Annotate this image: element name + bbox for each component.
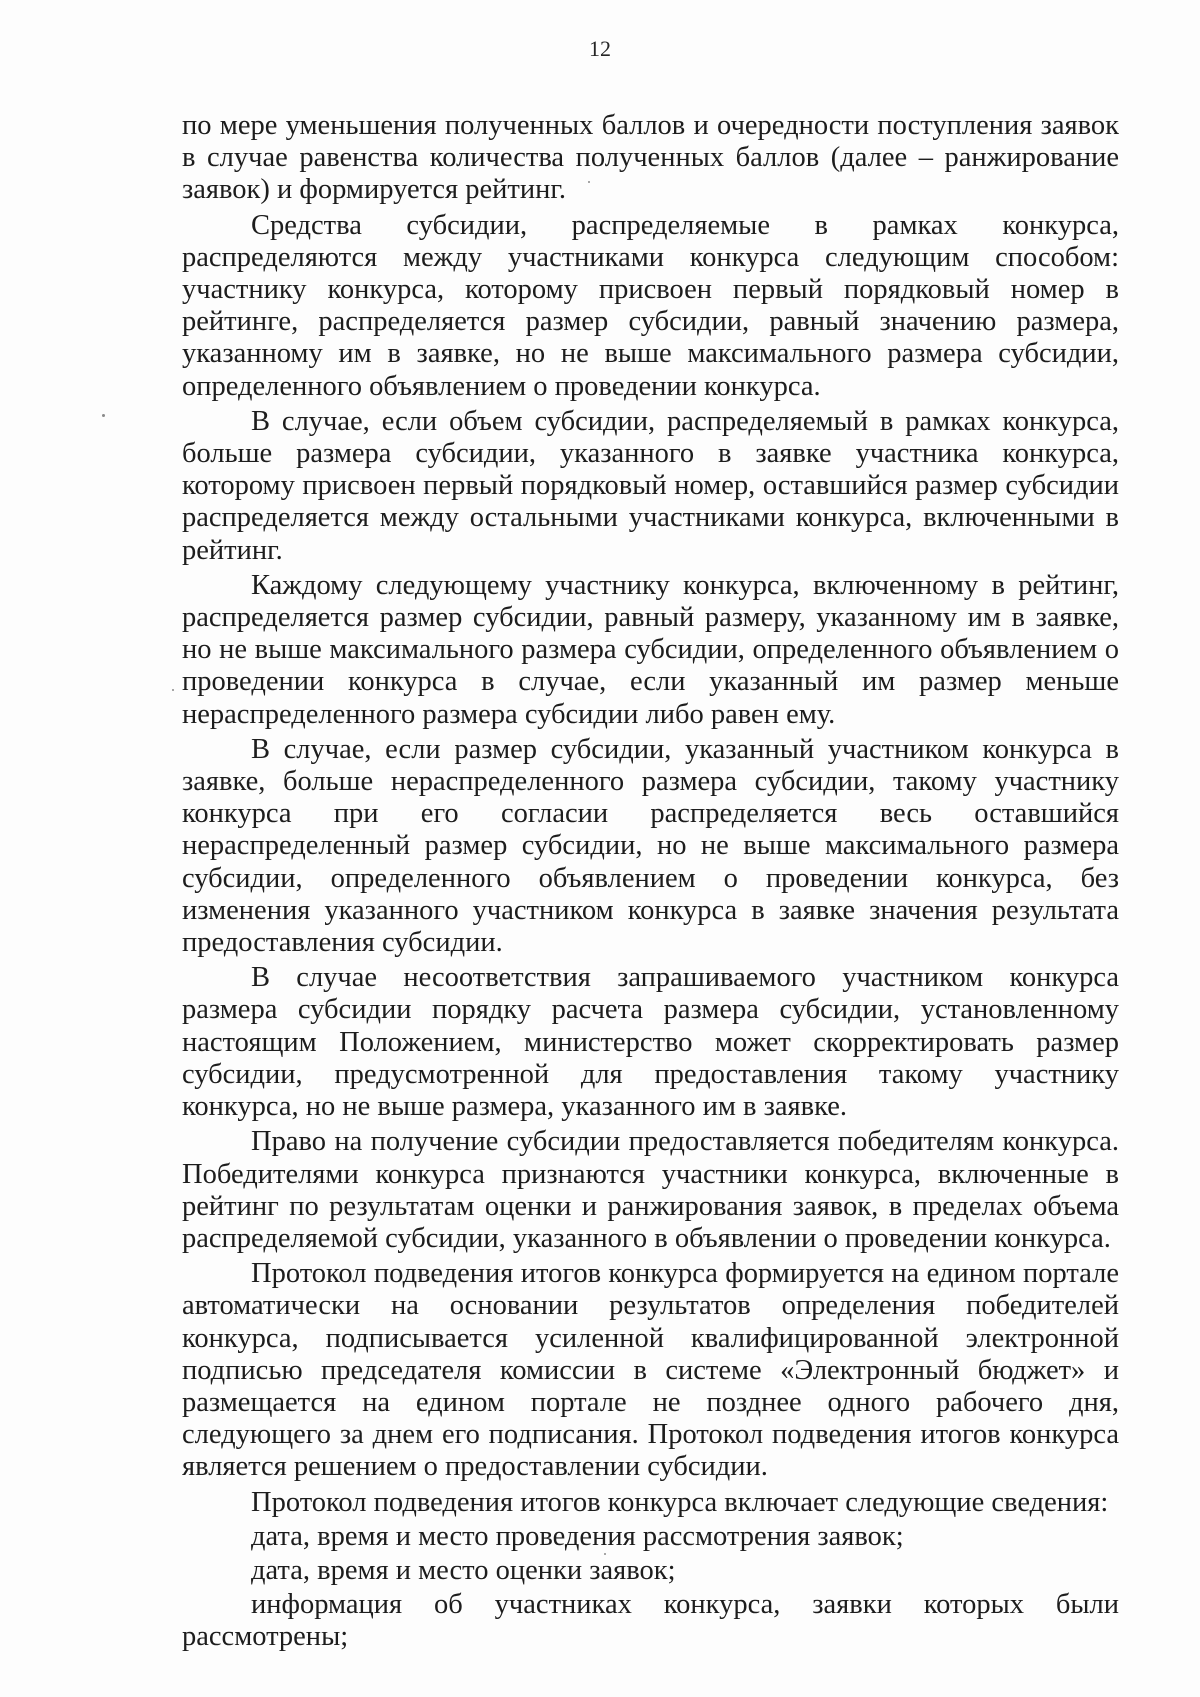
paragraph-remaining-subsidy: В случае, если объем субсидии, распределяемый в рамках конкурса, больше размера субсидии, указанного в заявке участника конкурса, которому присвоен первый порядковый номер, оставшийся размер субсидии распределяется между остальными участниками конкурса, включенными в рейтинг. (182, 405, 1119, 566)
list-item-participants-info: информация об участниках конкурса, заявки которых были рассмотрены; (182, 1589, 1119, 1653)
paragraph-size-correction: В случае несоответствия запрашиваемого участником конкурса размера субсидии порядку расчета размера субсидии, установленному настоящим Положением, министерство может скорректировать размер субсидии, предусмотренной для предоставления такому участнику конкурса, но не выше размера, указанного им в заявке. (182, 962, 1119, 1123)
scan-speck (588, 181, 590, 183)
paragraph-subsidy-distribution: Средства субсидии, распределяемые в рамках конкурса, распределяются между участниками конкурса следующим способом: участнику конкурса, которому присвоен первый порядковый номер в рейтинге, распределяется размер субсидии, равный значению размера, указанному им в заявке, но не выше максимального размера субсидии, определенного объявлением о проведении конкурса. (182, 209, 1119, 402)
paragraph-protocol: Протокол подведения итогов конкурса формируется на едином портале автоматически на основании результатов определения победителей конкурса, подписывается усиленной квалифицированной электронной подписью председателя комиссии в системе «Электронный бюджет» и размещается на едином портале не позднее одного рабочего дня, следующего за днем его подписания. Протокол подведения итогов конкурса является решением о предоставлении субсидии. (182, 1258, 1119, 1483)
document-body (182, 110, 1119, 1654)
scan-speck (102, 414, 105, 417)
scan-speck (604, 1553, 606, 1555)
paragraph-protocol-contents: Протокол подведения итогов конкурса включает следующие сведения: (251, 1486, 1109, 1518)
paragraph-continuation: по мере уменьшения полученных баллов и очередности поступления заявок в случае равенства количества полученных баллов (далее – ранжирование заявок) и формируется рейтинг. (182, 110, 1119, 206)
page-number: 12 (589, 36, 611, 61)
paragraph-winners: Право на получение субсидии предоставляется победителям конкурса. Победителями конкурса признаются участники конкурса, включенные в рейтинг по результатам оценки и ранжирования заявок, в пределах объема распределяемой субсидии, указанного в объявлении о проведении конкурса. (182, 1126, 1119, 1254)
list-item-review-date: дата, время и место проведения рассмотрения заявок; (251, 1520, 904, 1552)
paragraph-next-participant: Каждому следующему участнику конкурса, включенному в рейтинг, распределяется размер субсидии, равный размеру, указанному им в заявке, но не выше максимального размера субсидии, определенного объявлением о проведении конкурса в случае, если указанный им размер меньше нераспределенного размера субсидии либо равен ему. (182, 569, 1119, 730)
paragraph-insufficient-balance: В случае, если размер субсидии, указанный участником конкурса в заявке, больше нераспределенного размера субсидии, такому участнику конкурса при его согласии распределяется весь оставшийся нераспределенный размер субсидии, но не выше максимального размера субсидии, определенного объявлением о проведении конкурса, без изменения указанного участником конкурса в заявке значения результата предоставления субсидии. (182, 733, 1119, 959)
list-item-evaluation-date: дата, время и место оценки заявок; (251, 1554, 676, 1586)
scan-speck (172, 689, 174, 691)
